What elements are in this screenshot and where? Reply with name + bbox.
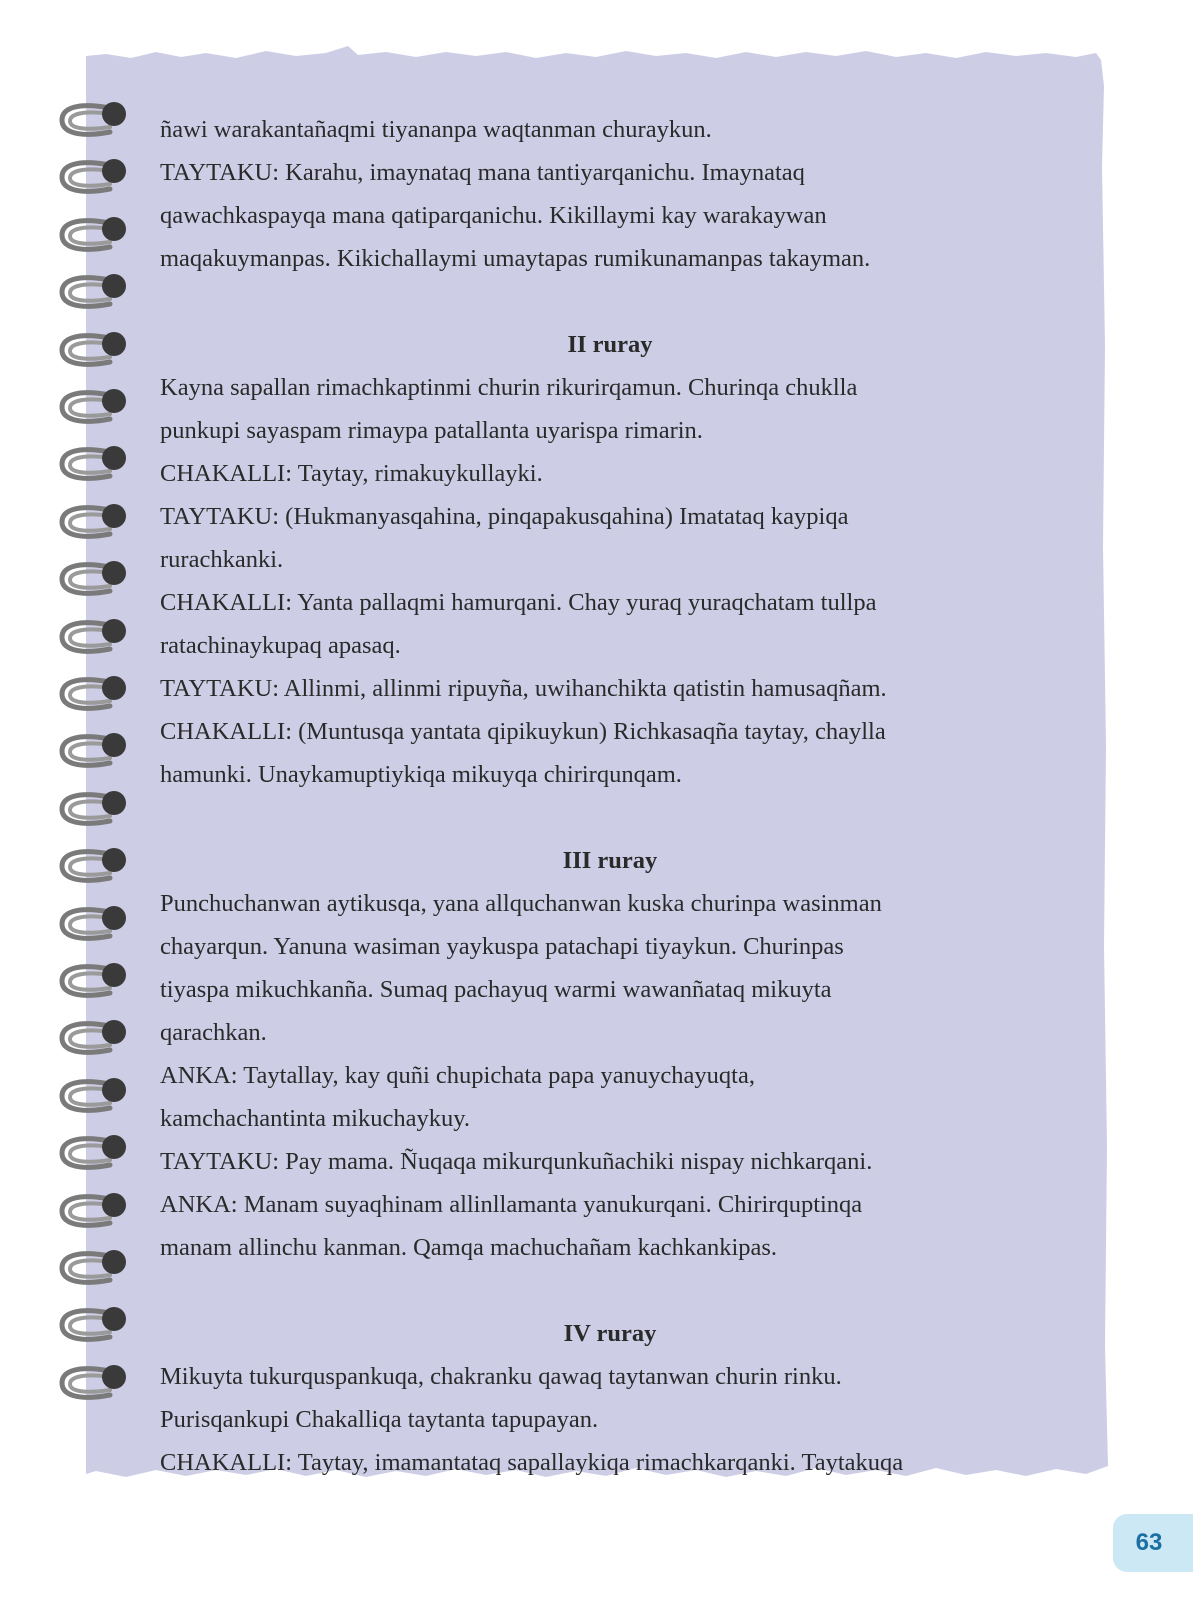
text-line: chayarqun. Yanuna wasiman yaykuspa patachapi tiyaykun. Churinpas [160,933,844,960]
spiral-ring-icon [58,1191,138,1235]
text-line: kamchachantinta mikuchaykuy. [160,1105,470,1132]
text-line: Purisqankupi Chakalliqa taytanta tapupayan. [160,1406,599,1433]
spiral-ring-icon [58,1133,138,1177]
text-line: punkupi sayaspam rimaypa patallanta uyarispa rimarin. [160,417,703,444]
text-line: ANKA: Manam suyaqhinam allinllamanta yanukurqani. Chirirquptinqa [160,1191,863,1218]
page-text [160,108,1060,1484]
text-line: maqakuymanpas. Kikichallaymi umaytapas rumikunamanpas takayman. [160,245,871,272]
text-line: qawachkaspayqa mana qatiparqanichu. Kikillaymi kay warakaywan [160,202,827,229]
spiral-ring-icon [58,502,138,546]
text-line: Punchuchanwan aytikusqa, yana allquchanwan kuska churinpa wasinman [160,890,882,917]
text-line: Kayna sapallan rimachkaptinmi churin rikurirqamun. Churinqa chuklla [160,374,858,401]
text-line: manam allinchu kanman. Qamqa machuchañam kachkankipas. [160,1234,778,1261]
spiral-ring-icon [58,387,138,431]
text-line: ANKA: Taytallay, kay quñi chupichata papa yanuychayuqta, [160,1062,755,1089]
text-line: CHAKALLI: Taytay, imamantataq sapallaykiqa rimachkarqanki. Taytakuqa [160,1449,904,1476]
spiral-ring-icon [58,272,138,316]
spiral-ring-icon [58,1305,138,1349]
spiral-ring-icon [58,789,138,833]
spiral-ring-icon [58,1018,138,1062]
spiral-ring-icon [58,846,138,890]
text-line: TAYTAKU: Allinmi, allinmi ripuyña, uwihanchikta qatistin hamusaqñam. [160,675,887,702]
section-heading: III ruray [562,847,658,874]
spiral-ring-icon [58,904,138,948]
text-line: TAYTAKU: (Hukmanyasqahina, pinqapakusqahina) Imatataq kaypiqa [160,503,849,530]
spiral-ring-icon [58,100,138,144]
text-line: hamunki. Unaykamuptiykiqa mikuyqa chirirqunqam. [160,761,682,788]
spiral-ring-icon [58,1076,138,1120]
page-number-badge: 63 [1113,1514,1193,1572]
section-heading: II ruray [567,331,653,358]
text-line: qarachkan. [160,1019,267,1046]
spiral-ring-icon [58,215,138,259]
spiral-ring-icon [58,961,138,1005]
spiral-ring-icon [58,444,138,488]
spiral-ring-icon [58,674,138,718]
text-line: tiyaspa mikuchkanña. Sumaq pachayuq warmi wawanñataq mikuyta [160,976,832,1003]
spiral-ring-icon [58,559,138,603]
text-line: TAYTAKU: Karahu, imaynataq mana tantiyarqanichu. Imaynataq [160,159,805,186]
text-line: CHAKALLI: Taytay, rimakuykullayki. [160,460,543,487]
text-line: CHAKALLI: Yanta pallaqmi hamurqani. Chay yuraq yuraqchatam tullpa [160,589,877,616]
spiral-ring-icon [58,157,138,201]
text-line: CHAKALLI: (Muntusqa yantata qipikuykun) Richkasaqña taytay, chaylla [160,718,886,745]
text-line: TAYTAKU: Pay mama. Ñuqaqa mikurqunkuñachiki nispay nichkarqani. [160,1148,873,1175]
spiral-ring-icon [58,1363,138,1407]
text-line: Mikuyta tukurquspankuqa, chakranku qawaq taytanwan churin rinku. [160,1363,842,1390]
spiral-ring-icon [58,330,138,374]
section-heading: IV ruray [563,1320,657,1347]
spiral-ring-icon [58,1248,138,1292]
text-line: ratachinaykupaq apasaq. [160,632,401,659]
text-line: rurachkanki. [160,546,284,573]
spiral-ring-icon [58,617,138,661]
text-line: ñawi warakantañaqmi tiyananpa waqtanman churaykun. [160,116,712,143]
spiral-binding [58,100,138,1470]
spiral-ring-icon [58,731,138,775]
